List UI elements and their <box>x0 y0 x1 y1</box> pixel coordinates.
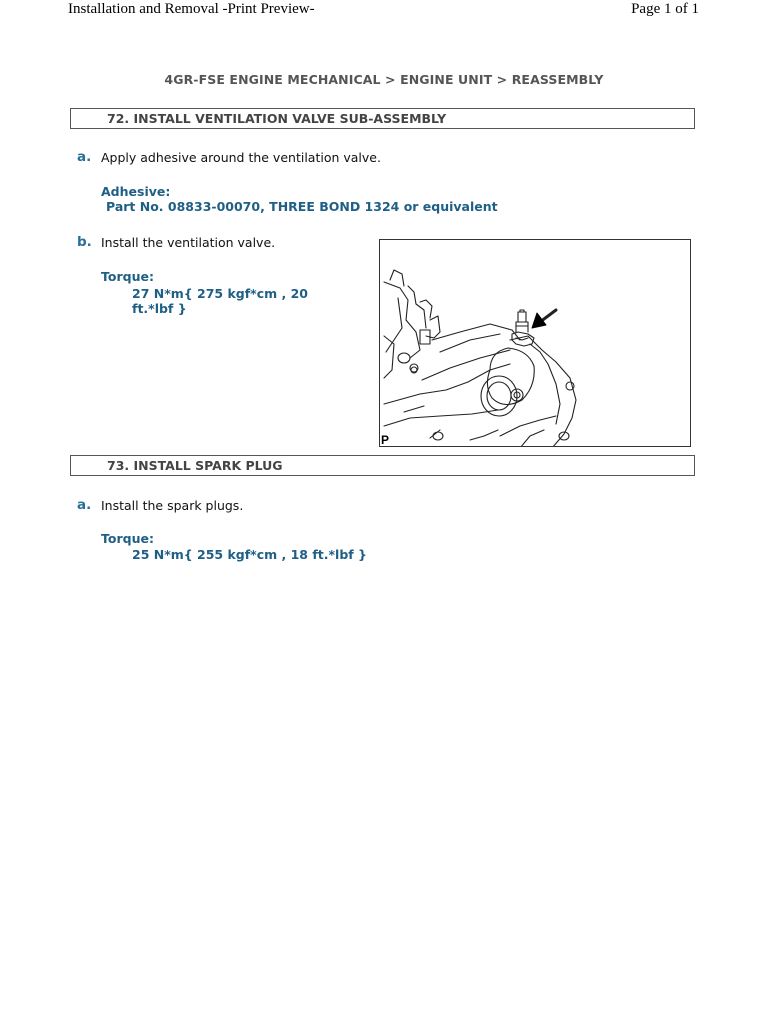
adhesive-label: Adhesive: <box>101 184 171 199</box>
breadcrumb: 4GR-FSE ENGINE MECHANICAL > ENGINE UNIT > REASSEMBLY <box>164 72 604 87</box>
step-73-a-marker: a. <box>77 497 92 513</box>
figure-code: P <box>381 433 390 447</box>
torque-label-72: Torque: <box>101 269 154 284</box>
step-72-header <box>70 108 695 129</box>
torque-value-73: 25 N*m{ 255 kgf*cm , 18 ft.*lbf } <box>132 547 367 562</box>
step-72-b-marker: b. <box>77 234 92 250</box>
torque-value-72-line2: ft.*lbf } <box>132 301 187 316</box>
step-73-header <box>70 455 695 476</box>
step-72-a-marker: a. <box>77 149 92 165</box>
torque-value-72-line1: 27 N*m{ 275 kgf*cm , 20 <box>132 286 308 301</box>
step-73-title: 73. INSTALL SPARK PLUG <box>107 458 283 473</box>
adhesive-value: Part No. 08833-00070, THREE BOND 1324 or equivalent <box>106 199 498 214</box>
print-header-title: Installation and Removal -Print Preview- <box>68 1 315 17</box>
step-72-title: 72. INSTALL VENTILATION VALVE SUB-ASSEMBLY <box>107 111 447 126</box>
print-header-page: Page 1 of 1 <box>631 1 699 17</box>
step-72-a-instruction: Apply adhesive around the ventilation valve. <box>101 150 381 165</box>
ventilation-valve-figure <box>379 239 691 447</box>
torque-label-73: Torque: <box>101 531 154 546</box>
engine-illustration-icon <box>380 240 691 447</box>
step-72-b-instruction: Install the ventilation valve. <box>101 235 276 250</box>
step-73-a-instruction: Install the spark plugs. <box>101 498 244 513</box>
